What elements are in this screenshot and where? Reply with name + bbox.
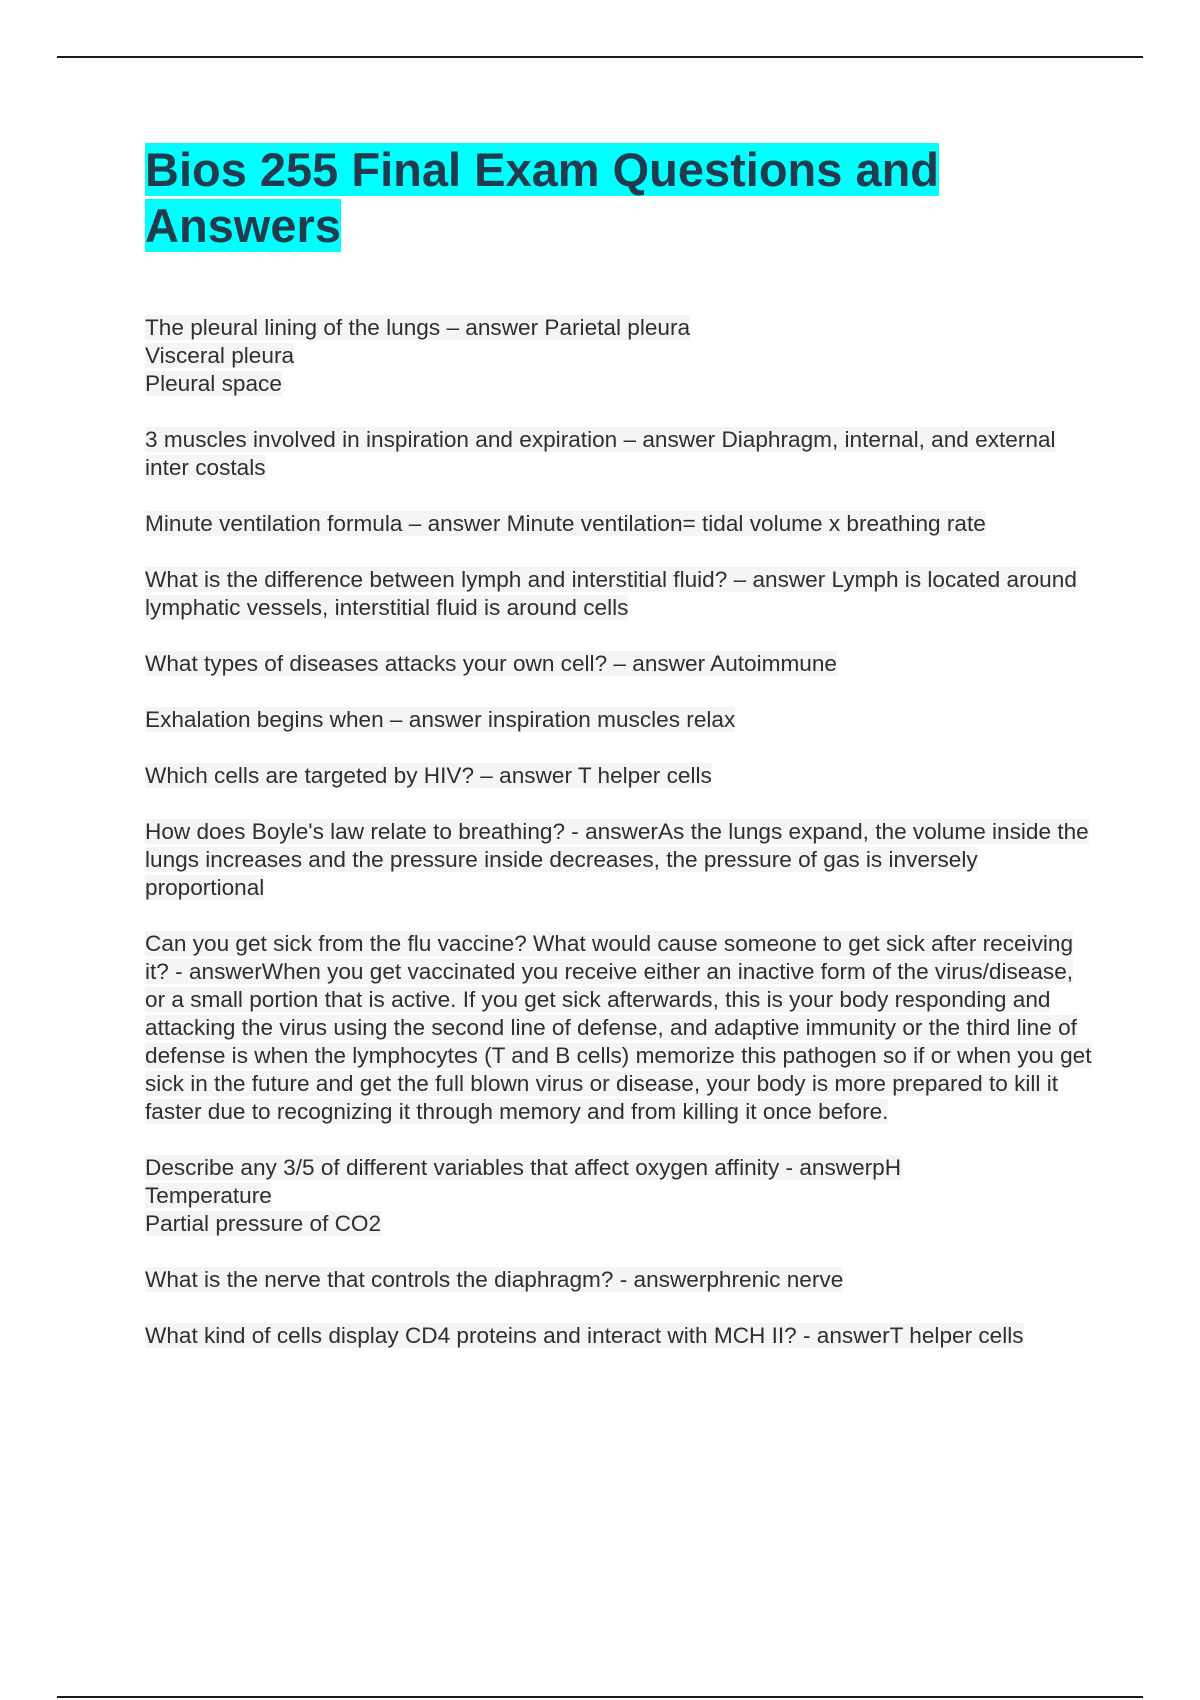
- qa-item-7: Which cells are targeted by HIV? – answer T helper cells: [145, 763, 712, 788]
- qa-item-6: Exhalation begins when – answer inspiration muscles relax: [145, 707, 736, 732]
- footer-rule: [57, 1696, 1143, 1698]
- document-body: [145, 142, 1095, 1378]
- qa-item-11: What is the nerve that controls the diaphragm? - answerphrenic nerve: [145, 1267, 844, 1292]
- header-rule: [57, 56, 1143, 58]
- qa-item-8: How does Boyle's law relate to breathing? - answerAs the lungs expand, the volume inside the lungs increases and the pressure inside decreases, the pressure of gas is inversely proportional: [145, 819, 1089, 900]
- qa-item-9: Can you get sick from the flu vaccine? What would cause someone to get sick after receiving it? - answerWhen you get vaccinated you receive either an inactive form of the virus/disease, or a small portion that is active. If you get sick afterwards, this is your body responding and attacking the virus using the second line of defense, and adaptive immunity or the third line of defense is when the lymphocytes (T and B cells) memorize this pathogen so if or when you get sick in the future and get the full blown virus or disease, your body is more prepared to kill it faster due to recognizing it through memory and from killing it once before.: [145, 931, 1092, 1124]
- qa-item-10: Describe any 3/5 of different variables that affect oxygen affinity - answerpH Temperature Partial pressure of CO2: [145, 1155, 902, 1236]
- qa-item-3: Minute ventilation formula – answer Minute ventilation= tidal volume x breathing rate: [145, 511, 986, 536]
- title-highlight: Bios 255 Final Exam Questions and Answers: [145, 143, 940, 252]
- qa-item-2: 3 muscles involved in inspiration and expiration – answer Diaphragm, internal, and external inter costals: [145, 427, 1056, 480]
- qa-item-1: The pleural lining of the lungs – answer Parietal pleura Visceral pleura Pleural space: [145, 315, 691, 396]
- qa-item-12: What kind of cells display CD4 proteins and interact with MCH II? - answerT helper cells: [145, 1323, 1024, 1348]
- document-title: [145, 142, 1095, 254]
- qa-item-4: What is the difference between lymph and interstitial fluid? – answer Lymph is located around lymphatic vessels, interstitial fluid is around cells: [145, 567, 1077, 620]
- qa-item-5: What types of diseases attacks your own cell? – answer Autoimmune: [145, 651, 837, 676]
